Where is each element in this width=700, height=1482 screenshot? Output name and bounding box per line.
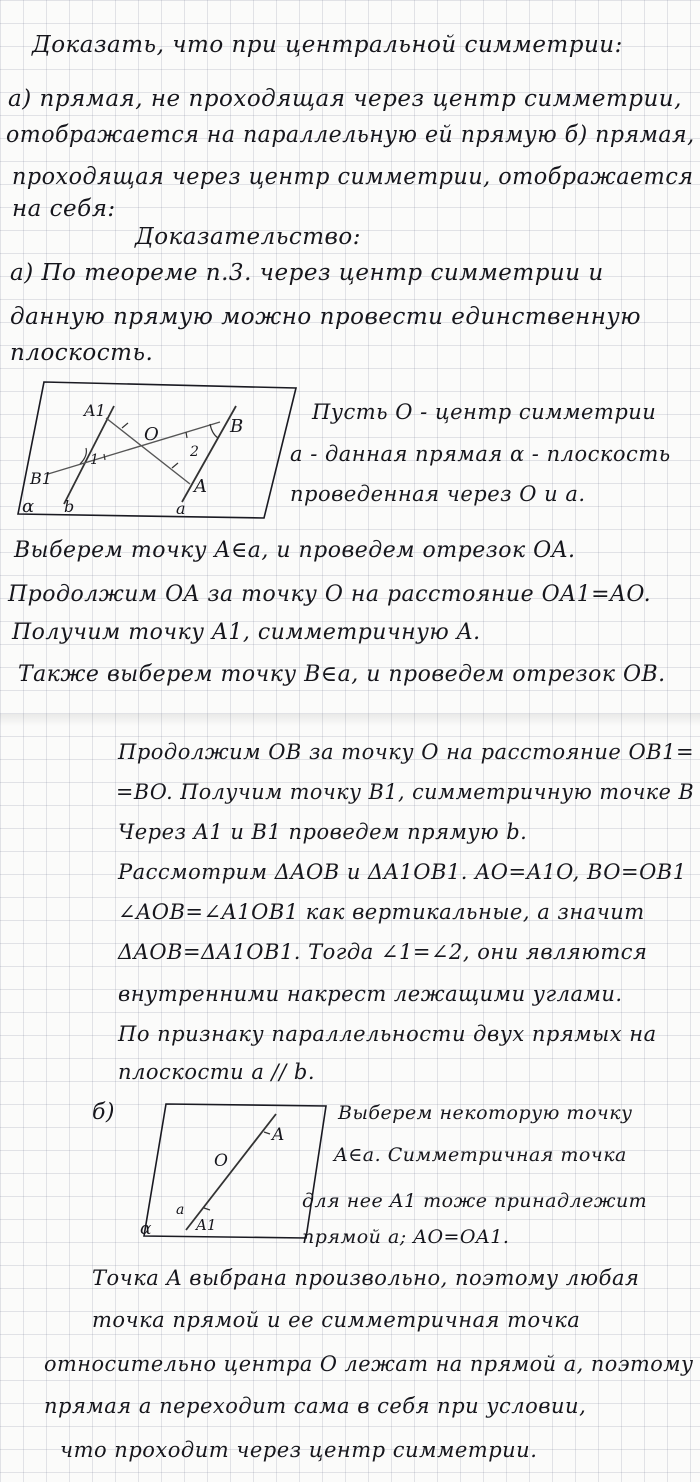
proof-line: Выберем точку A∈a, и проведем отрезок OA. <box>14 538 576 563</box>
proof-line: Рассмотрим ΔAOB и ΔA1OB1. AO=A1O, BO=OB1 <box>118 860 687 884</box>
angle-2-arc <box>210 424 218 438</box>
proof-line: Также выберем точку B∈a, и проведем отрезок OB. <box>18 662 666 687</box>
plane-parallelogram <box>18 382 296 518</box>
problem-line: отображается на параллельную ей прямую б) прямая, <box>6 122 695 148</box>
label-plane: α <box>140 1219 152 1239</box>
page-fold-edge <box>0 714 700 726</box>
conclusion-line: точка прямой и ее симметричная точка <box>92 1308 581 1332</box>
conclusion-line: относительно центра O лежат на прямой a, поэтому <box>44 1352 694 1376</box>
label-plane: α <box>22 496 35 517</box>
proof-line: плоскости a // b. <box>118 1060 315 1084</box>
label-point-o: O <box>214 1151 228 1171</box>
diagram-part-b <box>138 1098 338 1244</box>
diagram-part-a <box>14 376 304 526</box>
proof-line: Продолжим OA за точку O на расстояние OA1=AO. <box>8 582 652 607</box>
problem-line: проходящая через центр симметрии, отображается <box>12 164 694 190</box>
problem-line: на себя: <box>12 196 116 222</box>
label-point-b: B <box>230 416 244 437</box>
part-b-note-line: прямой a; AO=OA1. <box>302 1226 510 1248</box>
proof-line: а) По теореме п.3. через центр симметрии и <box>10 260 604 286</box>
problem-line: Доказать, что при центральной симметрии: <box>32 32 623 58</box>
proof-line: ΔAOB=ΔA1OB1. Тогда ∠1=∠2, они являются <box>118 940 648 964</box>
proof-line: данную прямую можно провести единственную <box>10 304 642 330</box>
label-line-a: a <box>176 1202 185 1218</box>
proof-line: По признаку параллельности двух прямых на <box>118 1022 657 1046</box>
line-b <box>64 406 114 504</box>
label-point-b1: B1 <box>30 469 52 488</box>
proof-line: Через A1 и B1 проведем прямую b. <box>118 820 528 844</box>
label-point-a: A <box>194 476 207 497</box>
part-b-note-line: A∈a. Симметричная точка <box>334 1144 627 1166</box>
conclusion-line: Точка A выбрана произвольно, поэтому любая <box>92 1266 640 1290</box>
proof-line: =BO. Получим точку B1, симметричную точке B <box>116 780 695 804</box>
diagram-note-line: Пусть O - центр симметрии <box>312 400 657 424</box>
conclusion-line: прямая a переходит сама в себя при условии, <box>44 1394 587 1418</box>
proof-heading: Доказательство: <box>135 224 362 250</box>
diagram-note-line: проведенная через O и a. <box>290 482 586 506</box>
line-a <box>186 1114 276 1230</box>
diagram-note-line: a - данная прямая α - плоскость <box>290 442 671 466</box>
label-angle-1: 1 <box>90 452 99 468</box>
problem-line: а) прямая, не проходящая через центр симметрии, <box>8 86 682 112</box>
label-line-a: a <box>176 499 186 518</box>
proof-line: внутренними накрест лежащими углами. <box>118 982 623 1006</box>
label-line-b: b <box>64 497 75 516</box>
label-point-o: O <box>144 424 159 445</box>
proof-line: ∠AOB=∠A1OB1 как вертикальные, а значит <box>118 900 645 924</box>
proof-line: Продолжим OB за точку O на расстояние OB1= <box>118 740 695 764</box>
proof-line: плоскость. <box>10 340 154 366</box>
label-angle-2: 2 <box>190 444 199 460</box>
label-point-a: A <box>272 1125 285 1145</box>
label-point-a1: A1 <box>196 1216 217 1234</box>
label-point-a1: A1 <box>84 401 106 420</box>
plane-parallelogram <box>144 1104 326 1238</box>
conclusion-line: что проходит через центр симметрии. <box>60 1438 538 1462</box>
part-b-note-line: для нее A1 тоже принадлежит <box>302 1190 648 1212</box>
part-b-label: б) <box>92 1100 116 1125</box>
part-b-note-line: Выберем некоторую точку <box>338 1102 633 1124</box>
proof-line: Получим точку A1, симметричную A. <box>12 620 481 645</box>
